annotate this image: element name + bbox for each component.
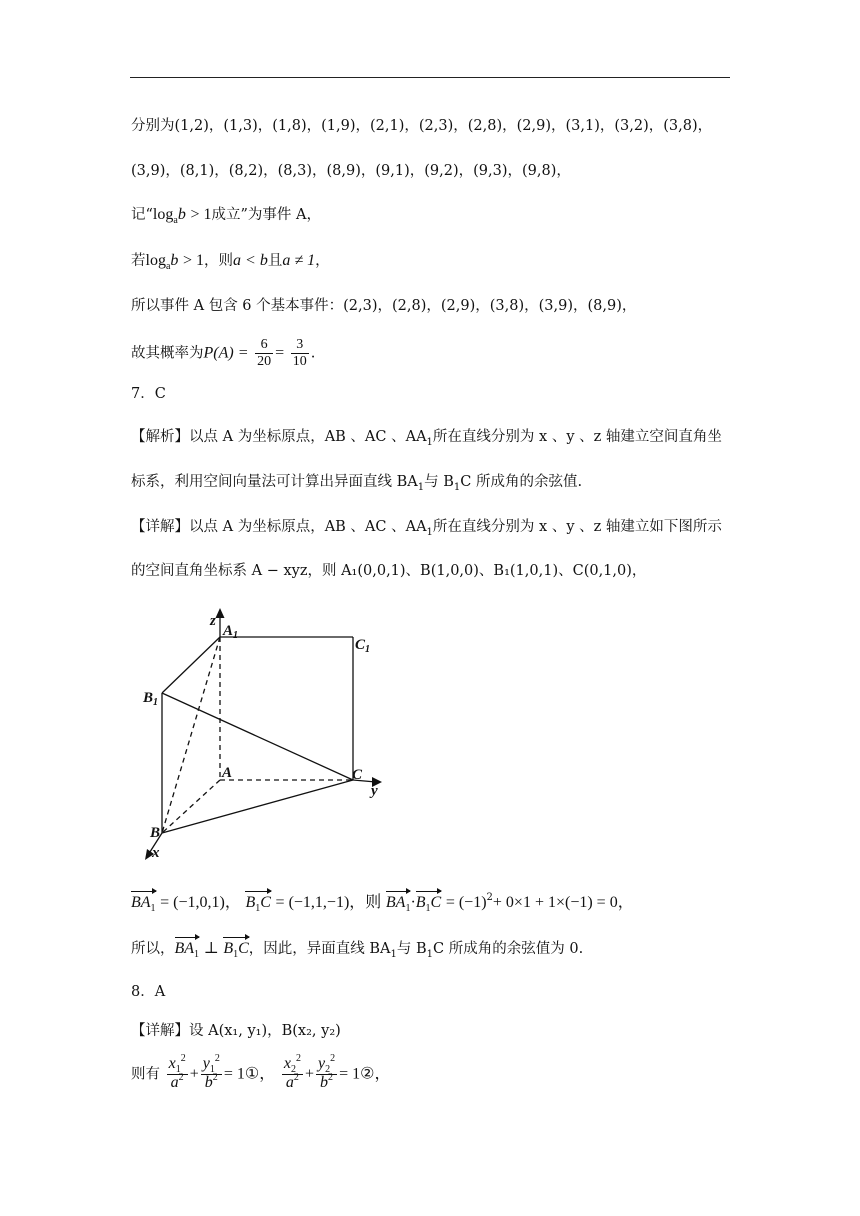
fraction-3-10: $\frac{3}{10}$	[292, 337, 307, 369]
fraction-6-20: $\frac{6}{20}$	[257, 337, 272, 369]
vector-b1c-dot: $B_1C$	[415, 894, 442, 914]
text-line-pairs-1: 分别为(1,2)，(1,3)，(1,8)，(1,9)，(2,1)，(2,3)，(2,8)，(2,9)，(3,1)，(3,2)，(3,8)，	[131, 118, 713, 134]
text-line-condition: 若$\log_ab > 1$，则a < b且a ≠ 1，	[131, 252, 330, 272]
label-y: y	[371, 783, 378, 799]
vector-ba1-perp: $BA_1$	[174, 940, 200, 960]
label-b: B	[150, 825, 161, 841]
label-c: C	[352, 767, 363, 783]
vector-b1c: $B_1C$	[245, 894, 271, 914]
text-line-analysis-2: 标系，利用空间向量法可计算出异面直线 $BA_1$与 $B_1C$ 所成角的余弦值.	[131, 474, 583, 493]
label-a: A	[222, 765, 233, 781]
text-line-detail-1: 【详解】以点 A 为坐标原点，AB 、AC 、$AA_1$所在直线分别为 x 、y 、z 轴建立如下图所示	[131, 519, 722, 538]
fraction-y2sq-bsq: $\frac{y_2^2}{b^2}$	[317, 1053, 336, 1091]
fraction-x1sq-asq: $\frac{x_1^2}{a^2}$	[168, 1053, 186, 1091]
text-line-q8-equations: 则有 $\frac{x_1^2}{a^2}$ + $\frac{y_1^2}{b^2}$ = 1①， $\frac{x_2^2}{a^2}$ + $\frac{y_2^2}{b^2}$ = 1②，	[131, 1053, 391, 1091]
text-line-detail-2: 的空间直角坐标系 A − xyz，则 A₁(0,0,1)、B(1,0,0)、B₁(1,0,1)、C(0,1,0)，	[131, 563, 647, 579]
text-line-probability: 故其概率为P(A) = $\frac{6}{20}$ = $\frac{3}{10}$ .	[131, 337, 316, 369]
question-7-answer: 7．C	[131, 386, 166, 402]
text-line-pairs-2: (3,9)，(8,1)，(8,2)，(8,3)，(8,9)，(9,1)，(9,2)，(9,3)，(9,8)，	[131, 163, 571, 179]
vector-b1c-perp: $B_1C$	[223, 940, 249, 960]
label-b1: $B_1$	[143, 690, 159, 708]
z-axis-arrow	[216, 608, 225, 618]
label-c1: $C_1$	[355, 637, 371, 655]
text-line-q8-setup: 【详解】设 A(x₁, y₁)，B(x₂, y₂)	[131, 1023, 341, 1039]
fraction-y1sq-bsq: $\frac{y_1^2}{b^2}$	[202, 1053, 220, 1091]
vector-ba1-dot: $BA_1$	[385, 894, 411, 914]
text-line-event: 记“$\log_ab > 1$成立”为事件 A，	[131, 206, 321, 226]
label-a1: $A_1$	[223, 623, 239, 641]
text-line-perpendicular: 所以，$BA_1$ ⊥ $B_1C$，因此，异面直线 $BA_1$与 $B_1C$ 所成角的余弦值为 0.	[131, 940, 584, 960]
label-z: z	[210, 613, 216, 629]
vector-ba1: $BA_1$	[131, 894, 156, 914]
header-rule	[130, 77, 730, 78]
edge-a1-b-dashed	[162, 637, 220, 833]
label-x: x	[152, 845, 160, 861]
question-8-answer: 8．A	[131, 984, 166, 1000]
text-line-vectors: $BA_1 = (-1,0,1)$， $B_1C = (-1,1,-1)$，则 $BA_1\cdot B_1C = (-1)^2+ 0\times 1 + 1\times(-1) = 0$，	[131, 892, 634, 914]
prism-coordinate-figure	[138, 605, 398, 865]
fraction-x2sq-asq: $\frac{x_2^2}{a^2}$	[283, 1053, 301, 1091]
text-line-analysis-1: 【解析】以点 A 为坐标原点，AB 、AC 、$AA_1$所在直线分别为 x 、y 、z 轴建立空间直角坐	[131, 429, 722, 448]
text-line-basic-events: 所以事件 A 包含 6 个基本事件：(2,3)，(2,8)，(2,9)，(3,8)，(3,9)，(8,9)，	[131, 298, 637, 314]
